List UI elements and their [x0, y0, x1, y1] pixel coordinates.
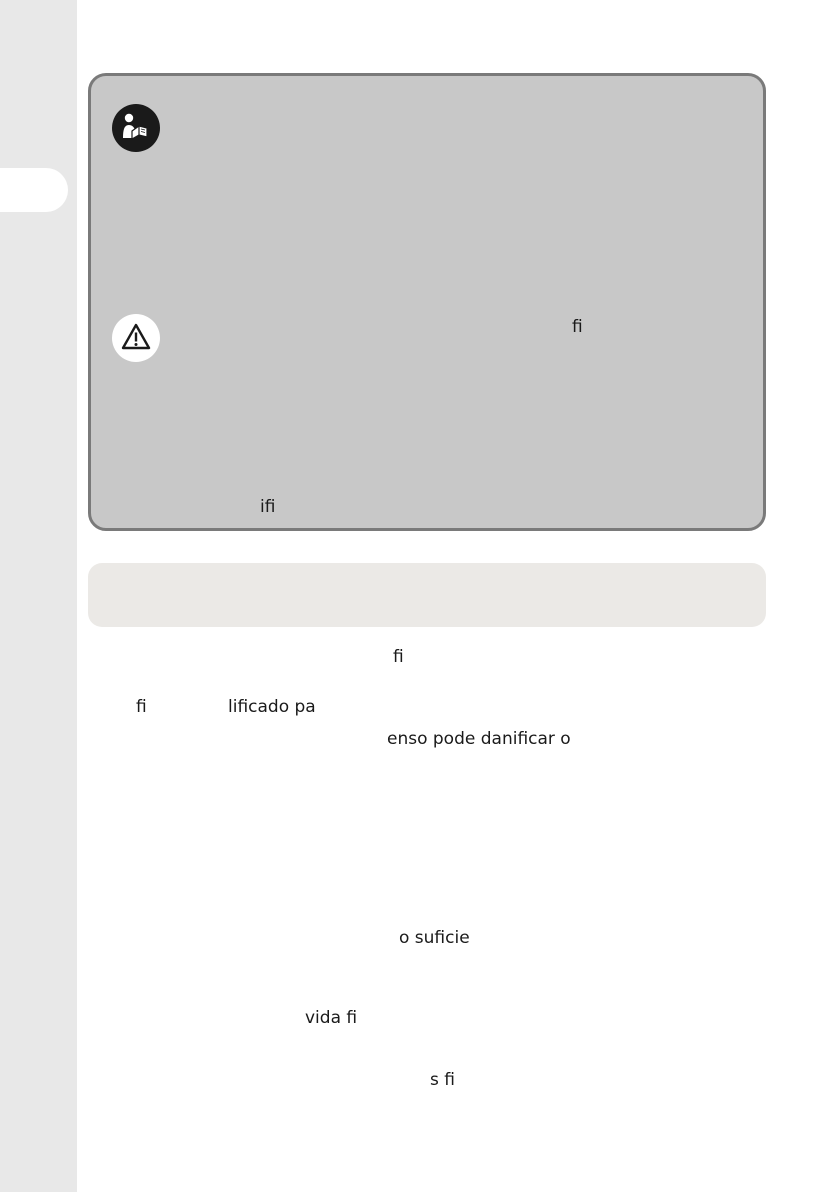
info-text-fragment: fi [572, 317, 583, 337]
body-text-fragment: enso pode danificar o [387, 729, 571, 749]
body-text-fragment: fi [393, 647, 404, 667]
section-tab [0, 168, 68, 212]
body-text-fragment: s fi [430, 1070, 455, 1090]
read-manual-icon [112, 104, 160, 152]
body-text-fragment: vida fi [305, 1008, 358, 1028]
safety-info-box [88, 73, 766, 531]
info-text-fragment: ifi [260, 497, 276, 517]
body-text-fragment: lificado pa [228, 697, 316, 717]
warning-triangle-icon [112, 314, 160, 362]
body-text-fragment: fi [136, 697, 147, 717]
body-text-fragment: o suficie [399, 928, 470, 948]
section-heading-band [88, 563, 766, 627]
